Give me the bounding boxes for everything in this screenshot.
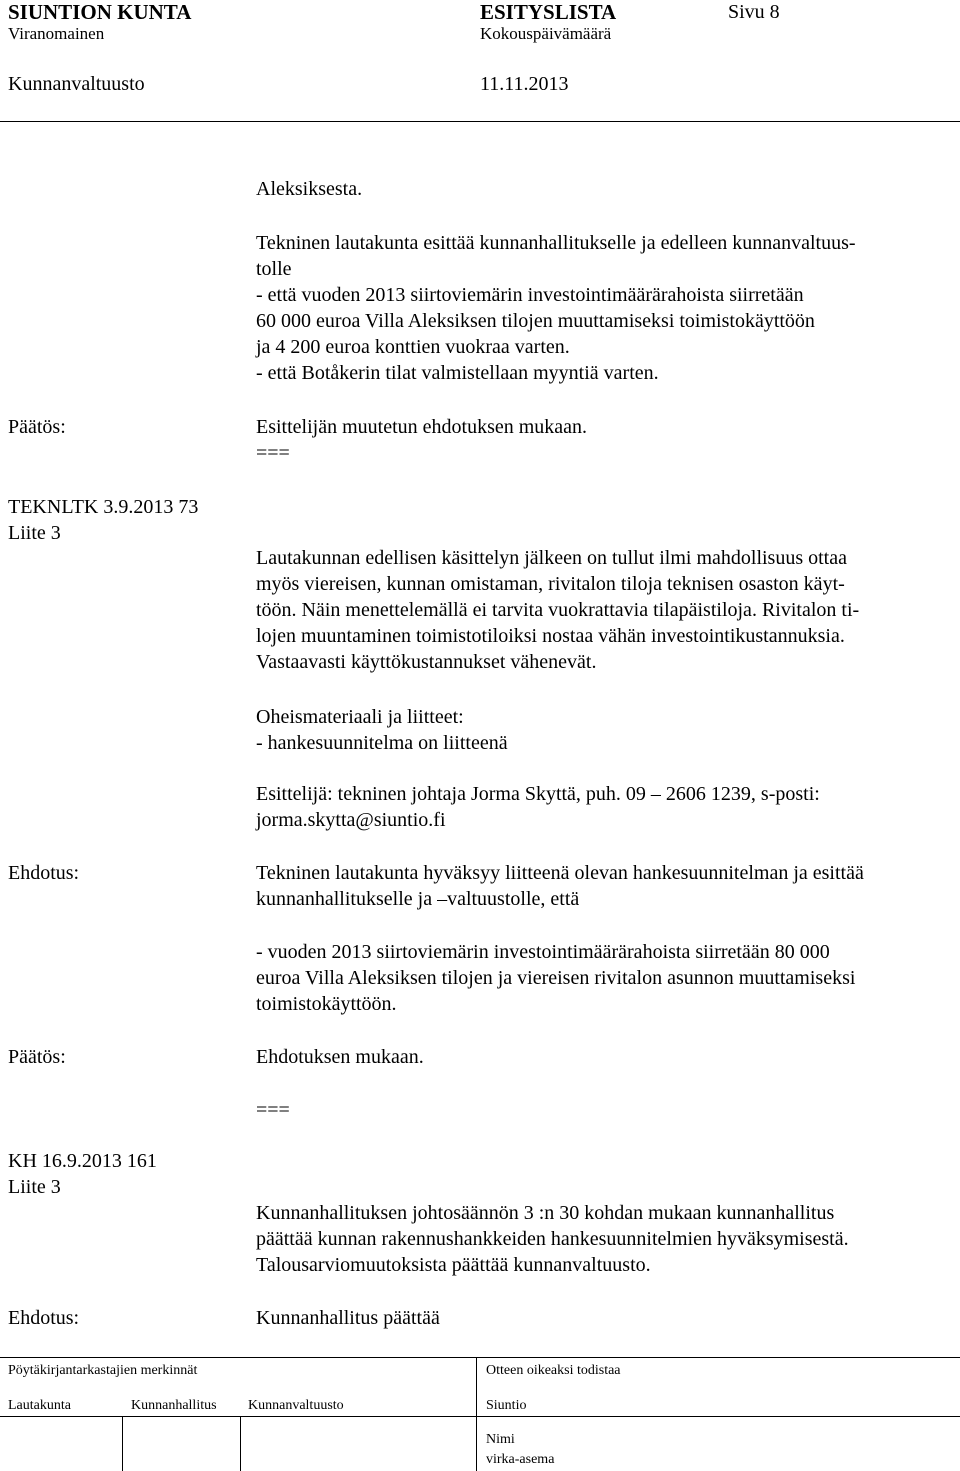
footer-certification-title: Otteen oikeaksi todistaa xyxy=(486,1363,621,1378)
footer-reviewers-title: Pöytäkirjantarkastajien merkinnät xyxy=(8,1363,198,1378)
text-line: ja 4 200 euroa konttien vuokraa varten. xyxy=(256,336,570,358)
proposal-label: Ehdotus: xyxy=(8,862,80,884)
materials-item: - hankesuunnitelma on liitteenä xyxy=(256,732,508,754)
page-number: Sivu 8 xyxy=(728,1,780,23)
continued-text: Aleksiksesta. xyxy=(256,178,363,200)
decision-text: Esittelijän muutetun ehdotuksen mukaan. xyxy=(256,416,588,438)
attachment-label: Liite 3 xyxy=(8,522,61,544)
text-line: päättää kunnan rakennushankkeiden hankesuunnitelmien hyväksymisestä. xyxy=(256,1228,849,1250)
footer-place: Siuntio xyxy=(486,1398,527,1413)
text-line: Esittelijä: tekninen johtaja Jorma Skyttä, puh. 09 – 2606 1239, s-posti: xyxy=(256,783,820,805)
text-line: - että vuoden 2013 siirtoviemärin investointimäärärahoista siirretään xyxy=(256,284,804,306)
decision-text: Ehdotuksen mukaan. xyxy=(256,1046,424,1068)
text-line: - vuoden 2013 siirtoviemärin investointimäärärahoista siirretään 80 000 xyxy=(256,941,830,963)
footer-col-board: Lautakunta xyxy=(8,1398,71,1413)
decision-label: Päätös: xyxy=(8,416,66,438)
footer-col-council-board: Kunnanhallitus xyxy=(131,1398,217,1413)
rules-paragraph xyxy=(256,1200,956,1278)
text-line: 60 000 euroa Villa Aleksiksen tilojen muuttamiseksi toimistokäyttöön xyxy=(256,310,815,332)
transfer-paragraph xyxy=(256,939,956,1017)
footer-position-label: virka-asema xyxy=(486,1452,555,1467)
proposal-paragraph-1 xyxy=(256,230,956,386)
text-line: Tekninen lautakunta hyväksyy liitteenä olevan hankesuunnitelman ja esittää xyxy=(256,862,864,884)
meeting-reference: TEKNLTK 3.9.2013 73 xyxy=(8,496,199,518)
text-line: kunnanhallitukselle ja –valtuustolle, että xyxy=(256,888,580,910)
document-type: ESITYSLISTA xyxy=(480,0,617,24)
text-line: töön. Näin menettelemällä ei tarvita vuokrattavia tilapäistiloja. Rivitalon ti- xyxy=(256,599,860,621)
separator: === xyxy=(256,1099,290,1121)
presenter-info xyxy=(256,781,956,833)
proposal-paragraph-2 xyxy=(256,860,956,912)
footer-column-divider xyxy=(240,1416,241,1471)
footer-name-label: Nimi xyxy=(486,1432,515,1447)
governing-body: Kunnanvaltuusto xyxy=(8,73,145,95)
text-line: Vastaavasti käyttökustannukset vähenevät. xyxy=(256,651,597,673)
proposal-label: Ehdotus: xyxy=(8,1307,80,1329)
text-line: Tekninen lautakunta esittää kunnanhallitukselle ja edelleen kunnanvaltuus- xyxy=(256,232,856,254)
municipality-name: SIUNTION KUNTA xyxy=(8,0,192,24)
meeting-date: 11.11.2013 xyxy=(480,73,569,95)
text-line: myös viereisen, kunnan omistaman, rivitalon tiloja teknisen osaston käyt- xyxy=(256,573,845,595)
header-divider xyxy=(0,121,960,122)
text-line: Lautakunnan edellisen käsittelyn jälkeen on tullut ilmi mahdollisuus ottaa xyxy=(256,547,847,569)
authority-label: Viranomainen xyxy=(8,24,105,43)
footer-column-divider xyxy=(476,1358,477,1471)
footer-col-council: Kunnanvaltuusto xyxy=(248,1398,344,1413)
materials-title: Oheismateriaali ja liitteet: xyxy=(256,706,464,728)
separator: === xyxy=(256,442,290,464)
text-line: Kunnanhallituksen johtosäännön 3 :n 30 kohdan mukaan kunnanhallitus xyxy=(256,1202,835,1224)
text-line: toimistokäyttöön. xyxy=(256,993,397,1015)
text-line: Talousarviomuutoksista päättää kunnanvaltuusto. xyxy=(256,1254,651,1276)
text-line: tolle xyxy=(256,258,292,280)
footer-row-divider xyxy=(0,1416,960,1417)
decision-label: Päätös: xyxy=(8,1046,66,1068)
attachment-label: Liite 3 xyxy=(8,1176,61,1198)
proposal-text: Kunnanhallitus päättää xyxy=(256,1307,440,1329)
footer-divider xyxy=(0,1357,960,1358)
text-line: - että Botåkerin tilat valmistellaan myyntiä varten. xyxy=(256,362,659,384)
email-text: jorma.skytta@siuntio.fi xyxy=(256,809,446,831)
footer-column-divider xyxy=(122,1416,123,1471)
meeting-date-label: Kokouspäivämäärä xyxy=(480,24,612,43)
background-paragraph xyxy=(256,545,956,675)
text-line: euroa Villa Aleksiksen tilojen ja viereisen rivitalon asunnon muuttamiseksi xyxy=(256,967,856,989)
meeting-reference: KH 16.9.2013 161 xyxy=(8,1150,157,1172)
text-line: lojen muuntaminen toimistotiloiksi nostaa vähän investointikustannuksia. xyxy=(256,625,845,647)
